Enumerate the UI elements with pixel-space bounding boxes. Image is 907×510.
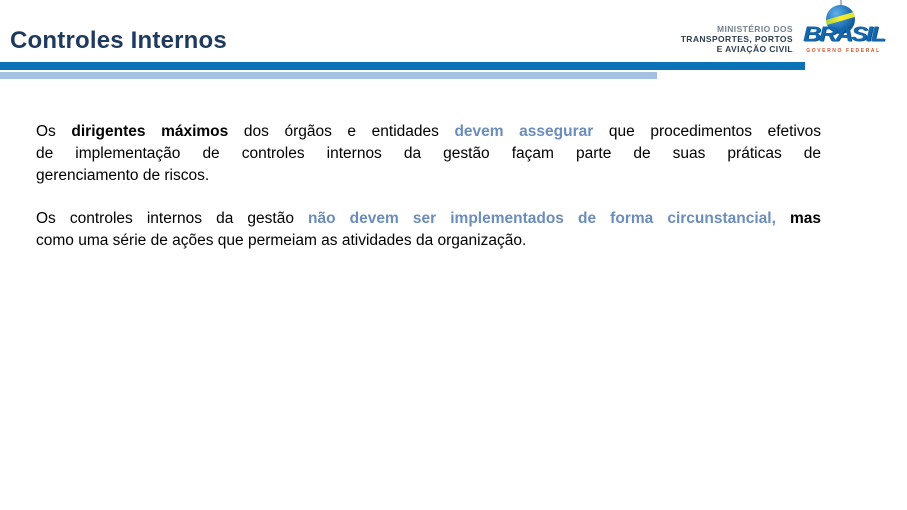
text-segment: que procedimentos efetivos: [593, 123, 821, 140]
emphasis-text-segment: não devem ser implementados de forma circunstancial,: [308, 210, 790, 227]
paragraph-1-line-2: [36, 143, 821, 165]
slide-body: [36, 121, 821, 252]
text-segment: Os: [36, 123, 72, 140]
text-segment: dos órgãos e entidades: [228, 123, 455, 140]
governo-federal-label: GOVERNO FEDERAL: [806, 48, 881, 54]
paragraph-2-line-2: [36, 230, 821, 252]
text-segment: Os controles internos da gestão: [36, 210, 309, 227]
paragraph-1-line-3: [36, 165, 821, 187]
brasil-government-logo: [795, 0, 892, 56]
title-underline-primary: [0, 62, 805, 70]
brasil-wordmark: BRASIL: [802, 22, 885, 46]
paragraph-2-line-1: [36, 208, 821, 230]
title-underline-secondary: [0, 72, 657, 79]
ministry-line-3: E AVIAÇÃO CIVIL: [716, 44, 793, 54]
text-segment: gerenciamento de riscos.: [36, 167, 210, 184]
bold-text-segment: dirigentes máximos: [71, 123, 229, 140]
text-segment: como uma série de ações que permeiam as atividades da organização.: [36, 232, 527, 249]
text-segment: de implementação de controles internos da gestão façam parte de suas práticas de: [36, 145, 821, 162]
ministry-line-2: TRANSPORTES, PORTOS: [680, 34, 793, 44]
ministry-line-1: MINISTÉRIO DOS: [717, 24, 793, 34]
paragraph-1-line-1: [36, 121, 821, 143]
ministry-logo: [681, 24, 793, 54]
emphasis-text-segment: devem assegurar: [454, 123, 594, 140]
paragraph-1: [36, 121, 821, 187]
page-title: Controles Internos: [10, 27, 227, 54]
paragraph-2: [36, 208, 821, 252]
bold-text-segment: mas: [789, 210, 821, 227]
